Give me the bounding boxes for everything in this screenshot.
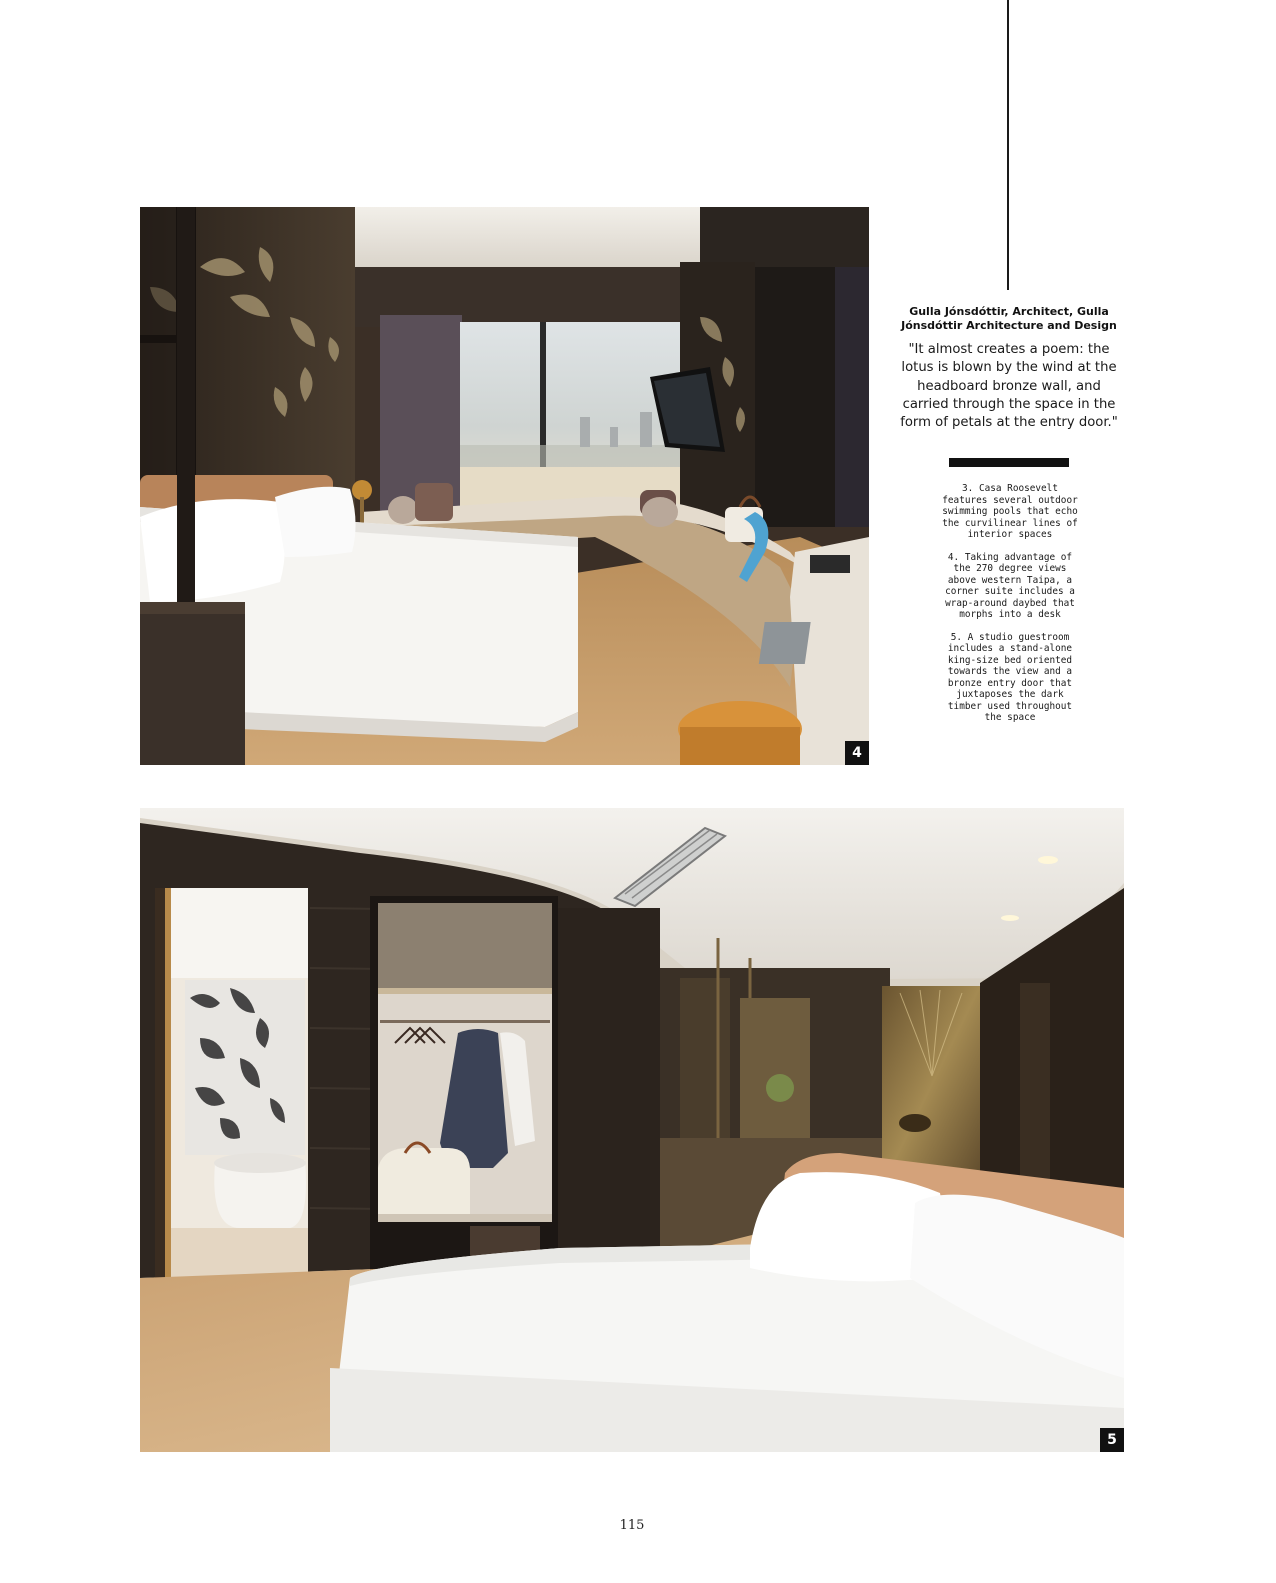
credit-line-1: Gulla Jónsdóttir, Architect, Gulla: [909, 305, 1109, 318]
photo-captions: [938, 483, 1082, 735]
caption-5: 5. A studio guestroom includes a stand-alone king-size bed oriented towards the view and a bronze entry door that juxtaposes the dark timber used throughout the space: [947, 631, 1073, 723]
divider-bar: [949, 458, 1069, 467]
photo-number-badge: 5: [1100, 1428, 1124, 1452]
vertical-rule: [1007, 0, 1009, 290]
pull-quote: "It almost creates a poem: the lotus is blown by the wind at the headboard bronze wall, and carried through the space in the form of petals at the entry door.": [900, 342, 1118, 431]
architect-credit: [896, 305, 1122, 333]
credit-line-2: Jónsdóttir Architecture and Design: [901, 319, 1117, 332]
photo-5-illustration: [140, 808, 1124, 1452]
photo-corner-suite: [140, 207, 869, 765]
page-number: 115: [619, 1518, 645, 1533]
photo-number-badge: 4: [845, 741, 869, 765]
caption-4: 4. Taking advantage of the 270 degree views above western Taipa, a corner suite includes a wrap-around daybed that morphs into a desk: [945, 551, 1075, 620]
photo-studio-guestroom: [140, 808, 1124, 1452]
photo-4-illustration: [140, 207, 869, 765]
caption-3: 3. Casa Roosevelt features several outdoor swimming pools that echo the curvilinear lines of interior spaces: [942, 483, 1078, 540]
